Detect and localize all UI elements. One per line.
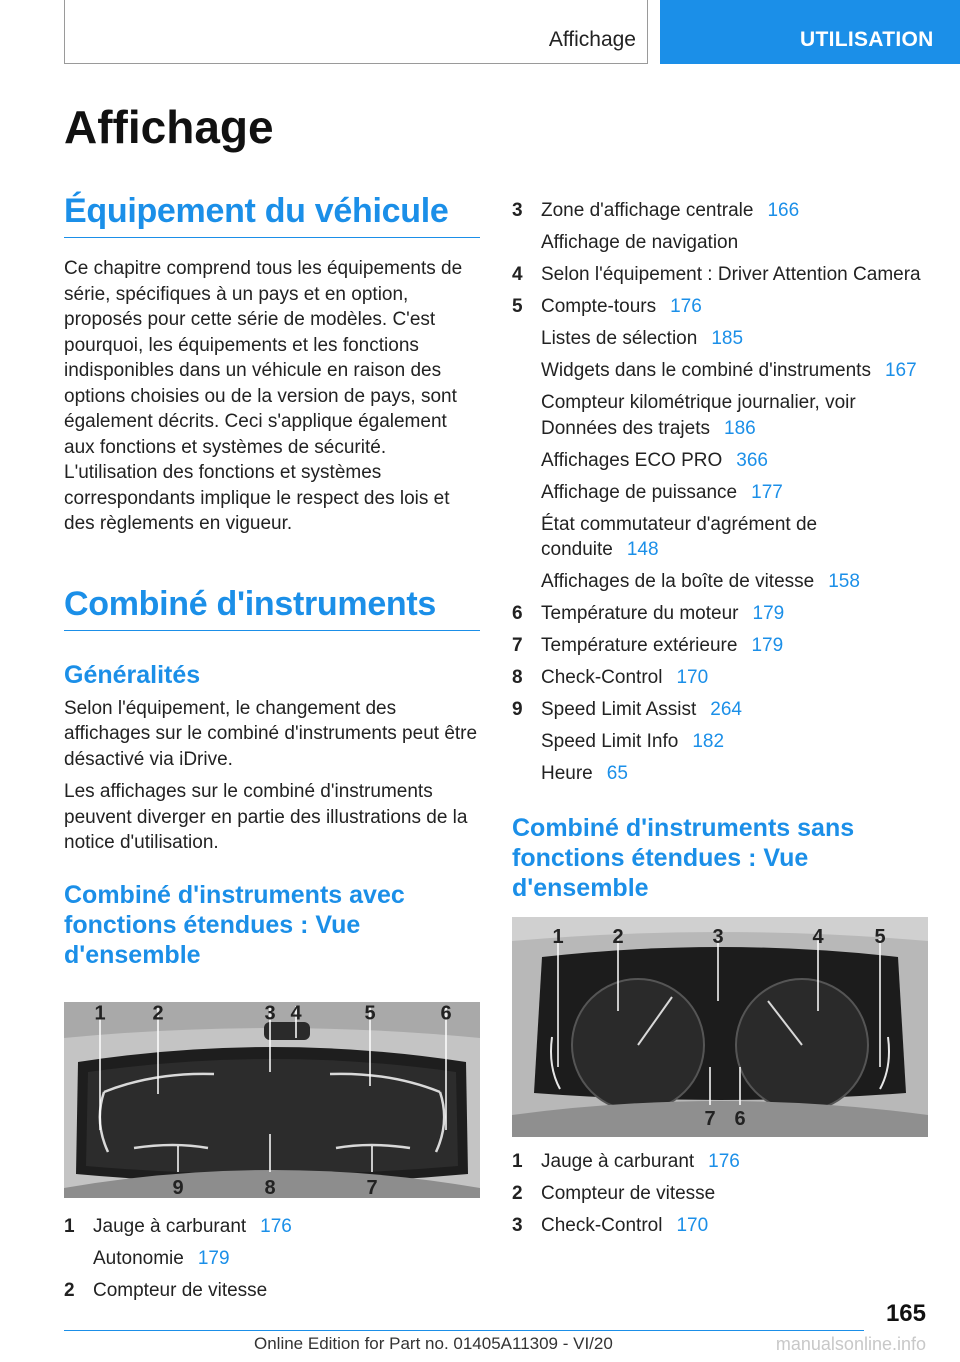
fig-callout-3: 3 [264,1002,276,1025]
fig2-callout-4: 4 [812,925,824,948]
generalites-p2: Les affichages sur le combiné d'instruments peuvent diverger en partie des illustrations de la notice d'utilisation. [64,781,468,853]
list-item-text: Check-Control [541,1214,663,1236]
header-section: Affichage [548,28,636,51]
generalites-p1: Selon l'équipement, le changement des affichages sur le combiné d'instruments peut être désactivé via iDrive. [64,697,478,770]
page-link[interactable]: 158 [828,571,860,592]
footer-rule [64,1330,864,1331]
figure-cluster-extended [64,1002,480,1198]
fig-callout-6: 6 [440,1002,452,1025]
list-item-text: Affichages ECO PRO [541,449,723,471]
fig2-callout-6: 6 [734,1107,746,1130]
list-item: 4 Selon l'équipement : Driver Attention Camera [512,264,921,285]
list-item-text: Affichage de navigation [541,232,739,253]
list-item: 1 Jauge à carburant 176 [512,1150,740,1172]
list-item-text: Selon l'équipement : Driver Attention Camera [541,264,921,285]
page-link[interactable]: 179 [197,1247,230,1269]
page-link[interactable]: 366 [736,449,768,471]
list-item-text: Affichages de la boîte de vitesse [541,571,815,592]
page-link[interactable]: 186 [724,417,756,439]
fig2-callout-2: 2 [612,925,624,948]
page-link[interactable]: 167 [884,360,917,381]
heading-generalites: Généralités [64,660,201,689]
heading-avec: Combiné d'instruments avec fonctions étendues : Vue d'ensemble [64,880,405,969]
list-item-text: Compteur kilométrique journalier, voir Données des trajets [541,392,856,439]
list-item: Autonomie 179 [93,1247,230,1269]
page-number: 165 [885,1300,926,1327]
page-link[interactable]: 148 [626,539,659,560]
list-item-text: Jauge à carburant [541,1150,695,1172]
list-item [512,326,928,352]
page-link[interactable]: 179 [752,603,785,624]
fig-callout-1: 1 [94,1002,106,1025]
list-item: 8 Check-Control 170 [512,667,709,688]
list-item [512,480,928,506]
list-item-text: Compteur de vitesse [541,1182,716,1204]
list-item-text: Speed Limit Assist [541,699,697,720]
page-link[interactable]: 166 [767,200,800,221]
list-item [512,512,928,563]
page-link[interactable]: 170 [676,667,709,688]
list-item-text: Listes de sélection [541,328,698,349]
list-item-text: Température du moteur [541,603,739,624]
heading-equipement: Équipement du véhicule [64,192,480,238]
list-item: 3 Zone d'affichage centrale 166 [512,200,800,221]
legend-list-left [64,1214,480,1304]
page-link[interactable]: 185 [711,328,744,349]
list-item: 1 Jauge à carburant 176 [64,1215,292,1237]
cluster-basic-illustration [512,917,928,1137]
list-item [512,230,928,256]
list-item-text: Température extérieure [541,635,738,656]
list-item: 9 Speed Limit Assist 264 [512,699,742,720]
fig-callout-8: 8 [264,1176,276,1198]
fig-callout-7: 7 [366,1176,378,1198]
list-item-text: Check-Control [541,667,663,688]
list-item-text: Affichage de puissance [541,481,738,503]
fig2-callout-7: 7 [704,1107,716,1130]
list-item-text: Zone d'affichage centrale [541,200,754,221]
heading-combine: Combiné d'instruments [64,585,480,631]
fig-callout-9: 9 [172,1176,184,1198]
page-link[interactable]: 264 [710,699,742,720]
list-item: 6 Température du moteur 179 [512,603,785,624]
header-tab[interactable]: UTILISATION [660,0,960,64]
list-item-text: Compte-tours [541,296,657,317]
list-item [512,761,928,787]
list-item [512,729,928,755]
legend-list-right [512,198,928,787]
list-item [512,358,928,384]
right-column [512,198,928,1245]
legend-list-sans [512,1149,928,1239]
list-item-text: Heure [541,763,593,784]
page-link[interactable]: 177 [751,481,783,503]
list-item: 7 Température extérieure 179 [512,635,784,656]
page-link[interactable]: 170 [676,1214,709,1236]
list-item-text: Speed Limit Info [541,731,679,752]
list-item-text: Widgets dans le combiné d'instruments [541,360,871,381]
list-item [512,390,928,441]
fig-callout-4: 4 [290,1002,302,1025]
edition-text: Online Edition for Part no. 01405A11309 - VI/20 [254,1334,613,1353]
list-item [512,448,928,474]
page-link[interactable]: 182 [692,731,725,752]
page-link[interactable]: 176 [670,296,702,317]
equipement-text: Ce chapitre comprend tous les équipements de série, spécifiques à un pays et en option, proposés pour cette série de modèles. C'est pourquoi, les équipements et les fonctions indisponibles dans un véhicule en raison des options choisies ou de la version de pays, sont également décrits. Ceci s'applique également aux fonctions et systèmes de sécurité. L'utilisation des fonctions et systèmes correspondants implique le respect des lois et des règlements en vigueur. [64,258,463,534]
page-title: Affichage [64,101,274,153]
heading-sans: Combiné d'instruments sans fonctions étendues : Vue d'ensemble [512,813,855,902]
list-item [512,569,928,595]
list-item: 2 Compteur de vitesse [64,1279,268,1301]
cluster-extended-illustration [64,1002,480,1198]
page-link[interactable]: 176 [260,1215,292,1237]
page-link[interactable]: 176 [708,1150,740,1172]
fig-callout-2: 2 [152,1002,164,1025]
list-item: 3 Check-Control 170 [512,1214,709,1236]
page-link[interactable]: 65 [606,763,628,784]
list-item: 5 Compte-tours 176 [512,296,702,317]
fig2-callout-3: 3 [712,925,724,948]
fig2-callout-1: 1 [552,925,564,948]
left-column [64,192,480,1310]
list-item: 2 Compteur de vitesse [512,1182,716,1204]
fig-callout-5: 5 [364,1002,376,1025]
watermark-logo: manualsonline.info [775,1334,926,1354]
fig2-callout-5: 5 [874,925,886,948]
figure-cluster-basic [512,917,928,1137]
list-item-text: État commutateur d'agrément de conduite [541,513,818,560]
page-link[interactable]: 179 [751,635,784,656]
